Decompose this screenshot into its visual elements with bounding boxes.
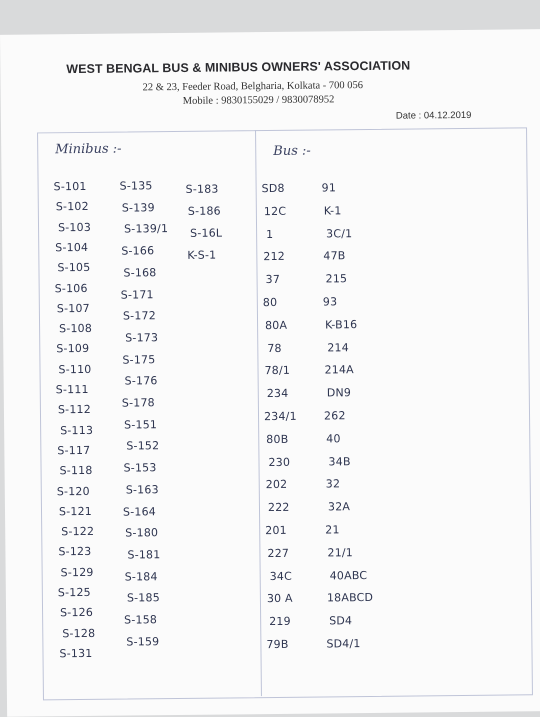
document-sheet bbox=[0, 29, 540, 717]
bus-route: 212 bbox=[263, 250, 286, 264]
bus-route: 3C/1 bbox=[326, 226, 353, 241]
minibus-route: S-120 bbox=[56, 484, 90, 498]
bus-route: 40ABC bbox=[329, 568, 368, 582]
minibus-route: S-111 bbox=[55, 382, 89, 397]
bus-route: 202 bbox=[265, 478, 288, 492]
minibus-route: S-122 bbox=[61, 524, 95, 539]
minibus-route: S-153 bbox=[123, 461, 157, 475]
minibus-route: S-152 bbox=[126, 439, 160, 453]
bus-route: 219 bbox=[269, 615, 291, 629]
bus-route: 18ABCD bbox=[326, 591, 374, 605]
minibus-route: S-128 bbox=[62, 626, 96, 640]
bus-route: SD4/1 bbox=[326, 637, 361, 651]
bus-route: 230 bbox=[268, 455, 291, 469]
minibus-route: S-103 bbox=[57, 220, 92, 234]
bus-route: 1 bbox=[266, 227, 274, 241]
minibus-route: S-158 bbox=[124, 613, 158, 627]
bus-route: 234/1 bbox=[263, 409, 297, 424]
bus-route: 21 bbox=[325, 523, 340, 537]
bus-route: 21/1 bbox=[327, 545, 354, 560]
minibus-route: S-175 bbox=[122, 352, 156, 367]
minibus-route: S-101 bbox=[53, 179, 87, 194]
bus-route: 32A bbox=[327, 500, 351, 514]
document-date: Date : 04.12.2019 bbox=[395, 109, 472, 122]
bus-route: 78/1 bbox=[264, 364, 291, 378]
minibus-heading: Minibus :- bbox=[55, 141, 122, 158]
minibus-route: S-164 bbox=[122, 504, 157, 519]
minibus-route: S-102 bbox=[55, 200, 89, 214]
bus-route: 80 bbox=[262, 295, 278, 310]
minibus-route: S-121 bbox=[58, 504, 93, 519]
minibus-route: S-166 bbox=[121, 244, 155, 258]
minibus-route: S-106 bbox=[54, 281, 88, 295]
minibus-route: S-178 bbox=[121, 396, 155, 410]
minibus-route: S-173 bbox=[125, 331, 159, 345]
bus-route: 93 bbox=[322, 295, 338, 309]
minibus-route: S-168 bbox=[123, 265, 157, 280]
bus-route: SD4 bbox=[329, 614, 353, 628]
bus-route: 12C bbox=[263, 204, 287, 218]
minibus-route: S-109 bbox=[56, 342, 90, 356]
association-address: 22 & 23, Feeder Road, Belgharia, Kolkata - 700 056 bbox=[142, 80, 364, 94]
bus-route: 34B bbox=[328, 454, 351, 469]
minibus-route: S-139 bbox=[121, 200, 155, 215]
minibus-route: S-16L bbox=[190, 226, 223, 240]
bus-route: 234 bbox=[266, 387, 289, 401]
minibus-route: S-183 bbox=[185, 182, 219, 196]
minibus-route: S-129 bbox=[60, 565, 94, 579]
bus-route: K-B16 bbox=[325, 317, 358, 332]
bus-route: DN9 bbox=[326, 386, 352, 400]
minibus-route: S-172 bbox=[122, 309, 156, 323]
association-mobile: Mobile : 9830155029 / 9830078952 bbox=[182, 94, 335, 107]
bus-route: 80B bbox=[266, 432, 289, 446]
minibus-route: S-184 bbox=[124, 569, 158, 584]
minibus-route: S-185 bbox=[126, 591, 160, 605]
bus-route: 222 bbox=[267, 501, 290, 515]
bus-route: K-1 bbox=[323, 204, 342, 218]
minibus-route: S-131 bbox=[59, 646, 93, 661]
minibus-route: S-126 bbox=[60, 606, 94, 620]
bus-route: 262 bbox=[323, 409, 346, 423]
minibus-route: S-108 bbox=[59, 321, 93, 336]
association-title: WEST BENGAL BUS & MINIBUS OWNERS' ASSOCIATION bbox=[66, 58, 411, 77]
minibus-route: S-171 bbox=[120, 287, 154, 302]
bus-route: 30 A bbox=[266, 592, 293, 606]
minibus-route: S-163 bbox=[125, 482, 159, 497]
minibus-route: S-180 bbox=[125, 526, 159, 540]
bus-route: 37 bbox=[265, 273, 281, 287]
minibus-route: S-105 bbox=[57, 261, 91, 275]
minibus-route: S-125 bbox=[57, 585, 91, 600]
bus-route: 227 bbox=[267, 546, 290, 560]
minibus-route: S-151 bbox=[124, 417, 158, 432]
minibus-route: K-S-1 bbox=[187, 248, 217, 262]
minibus-route: S-123 bbox=[58, 545, 92, 559]
bus-route: 201 bbox=[265, 523, 287, 538]
bus-route: 215 bbox=[325, 272, 348, 286]
minibus-route: S-181 bbox=[127, 548, 161, 562]
minibus-route: S-139/1 bbox=[123, 222, 169, 236]
minibus-route: S-117 bbox=[57, 443, 91, 458]
minibus-route: S-176 bbox=[124, 374, 158, 388]
bus-route: 214A bbox=[324, 363, 354, 377]
bus-route: 91 bbox=[321, 181, 337, 195]
minibus-route: S-112 bbox=[57, 403, 91, 417]
bus-route: 34C bbox=[269, 569, 293, 583]
bus-route: 214 bbox=[327, 340, 349, 355]
bus-route: 80A bbox=[265, 318, 288, 332]
bus-route: 32 bbox=[325, 477, 341, 491]
minibus-route: S-107 bbox=[56, 301, 90, 316]
bus-heading: Bus :- bbox=[273, 143, 311, 159]
bus-route: 79B bbox=[266, 637, 289, 652]
bus-route: 47B bbox=[323, 249, 346, 263]
minibus-route: S-110 bbox=[58, 362, 92, 376]
bus-route: 40 bbox=[326, 432, 341, 446]
minibus-route: S-104 bbox=[55, 240, 89, 255]
bus-route: SD8 bbox=[261, 181, 285, 196]
minibus-route: S-113 bbox=[60, 423, 94, 437]
minibus-route: S-186 bbox=[187, 204, 221, 218]
bus-route: 78 bbox=[267, 341, 282, 355]
minibus-route: S-118 bbox=[59, 464, 93, 478]
minibus-route: S-135 bbox=[119, 179, 153, 193]
minibus-route: S-159 bbox=[126, 634, 160, 649]
